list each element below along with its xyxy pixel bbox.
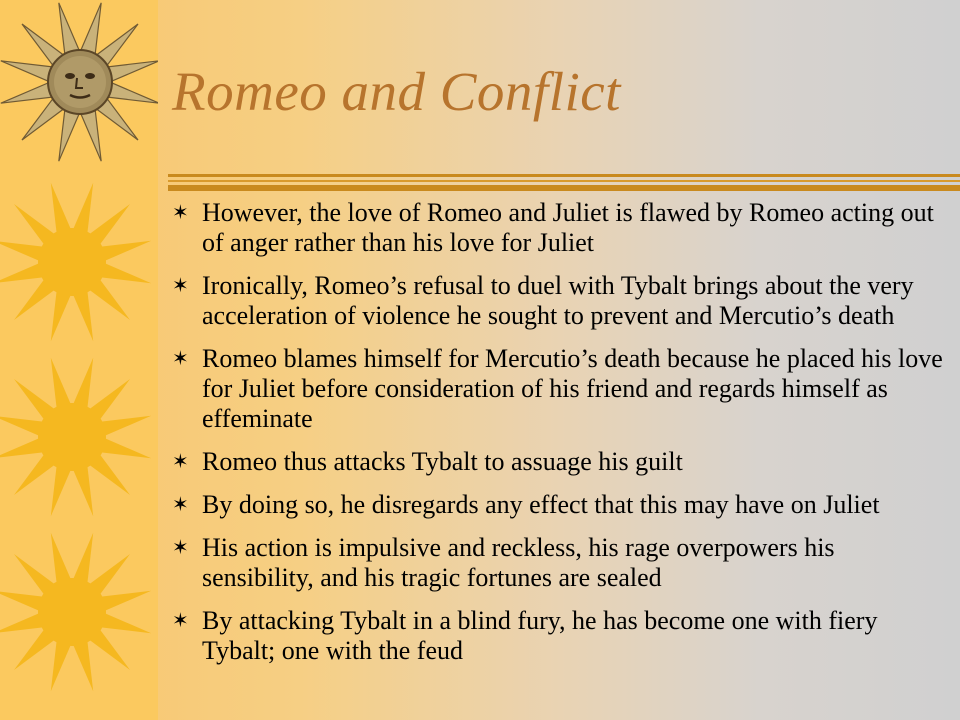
bullet-text: Romeo blames himself for Mercutio’s death because he placed his love for Juliet before consideration of his friend and regards himself as effeminate: [202, 344, 943, 433]
sun-icon: [0, 533, 151, 691]
star-bullet-icon: ✶: [172, 610, 189, 632]
bullet-item: [172, 344, 947, 434]
bullet-item: [172, 447, 947, 477]
bullet-item: [172, 533, 947, 593]
bullet-text: By attacking Tybalt in a blind fury, he has become one with fiery Tybalt; one with the feud: [202, 606, 878, 665]
star-bullet-icon: ✶: [172, 202, 189, 224]
bullet-text: His action is impulsive and reckless, his rage overpowers his sensibility, and his tragic fortunes are sealed: [202, 533, 835, 592]
sun-icon: [0, 358, 151, 516]
sun-decorations: [0, 0, 158, 720]
bullet-list: [172, 198, 947, 679]
bullet-text: By doing so, he disregards any effect that this may have on Juliet: [202, 490, 880, 519]
bullet-text: Romeo thus attacks Tybalt to assuage his guilt: [202, 447, 683, 476]
star-bullet-icon: ✶: [172, 494, 189, 516]
bullet-text: Ironically, Romeo’s refusal to duel with Tybalt brings about the very acceleration of violence he sought to prevent and Mercutio’s death: [202, 271, 914, 330]
slide-title: Romeo and Conflict: [172, 61, 621, 122]
bullet-item: [172, 271, 947, 331]
title-divider: [168, 173, 960, 193]
sun-icon: [0, 183, 151, 341]
star-bullet-icon: ✶: [172, 451, 189, 473]
bullet-text: However, the love of Romeo and Juliet is flawed by Romeo acting out of anger rather than his love for Juliet: [202, 198, 934, 257]
star-bullet-icon: ✶: [172, 275, 189, 297]
sun-face-icon: [1, 3, 158, 161]
star-bullet-icon: ✶: [172, 537, 189, 559]
bullet-item: [172, 606, 947, 666]
star-bullet-icon: ✶: [172, 348, 189, 370]
bullet-item: [172, 490, 947, 520]
bullet-item: [172, 198, 947, 258]
